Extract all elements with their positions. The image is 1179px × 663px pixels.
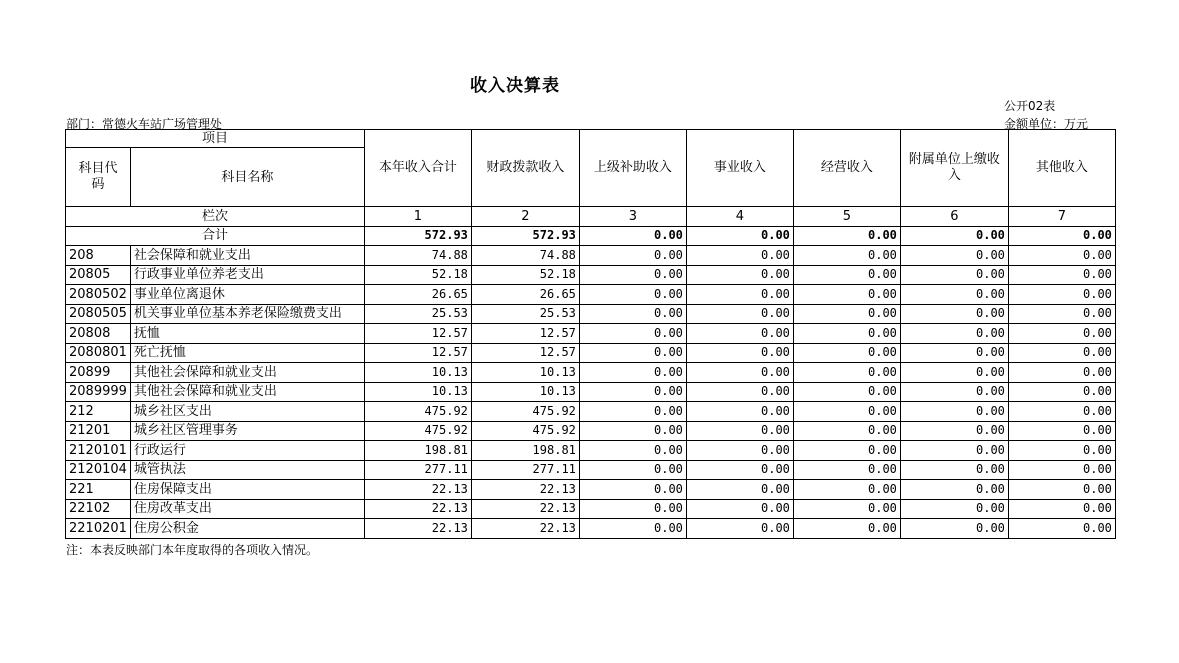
table-row xyxy=(66,441,1116,461)
row-value: 0.00 xyxy=(579,343,686,363)
row-value: 0.00 xyxy=(900,382,1008,402)
row-code: 21201 xyxy=(66,421,131,441)
row-value: 0.00 xyxy=(900,460,1008,480)
row-code: 2089999 xyxy=(66,382,131,402)
row-value: 0.00 xyxy=(579,441,686,461)
row-value: 0.00 xyxy=(686,265,793,285)
row-value: 0.00 xyxy=(1008,363,1115,383)
row-value: 0.00 xyxy=(686,324,793,344)
col-number: 6 xyxy=(900,207,1008,227)
total-value: 0.00 xyxy=(793,226,900,246)
row-value: 74.88 xyxy=(471,246,579,266)
row-code: 212 xyxy=(66,402,131,422)
row-code: 2210201 xyxy=(66,519,131,539)
table-row xyxy=(66,421,1116,441)
row-value: 0.00 xyxy=(579,480,686,500)
row-code: 20805 xyxy=(66,265,131,285)
table-row xyxy=(66,265,1116,285)
row-value: 0.00 xyxy=(579,324,686,344)
table-row xyxy=(66,324,1116,344)
row-value: 0.00 xyxy=(900,304,1008,324)
row-value: 475.92 xyxy=(364,421,471,441)
header-name: 科目名称 xyxy=(130,148,364,207)
table-row xyxy=(66,382,1116,402)
row-name: 其他社会保障和就业支出 xyxy=(130,382,364,402)
row-value: 0.00 xyxy=(1008,421,1115,441)
table-row xyxy=(66,304,1116,324)
row-code: 20899 xyxy=(66,363,131,383)
header-row-1 xyxy=(66,130,1116,148)
row-value: 0.00 xyxy=(900,343,1008,363)
row-code: 2080505 xyxy=(66,304,131,324)
column-number-row xyxy=(66,207,1116,227)
table-row xyxy=(66,402,1116,422)
row-code: 2120104 xyxy=(66,460,131,480)
row-value: 10.13 xyxy=(471,382,579,402)
row-value: 22.13 xyxy=(364,480,471,500)
row-value: 475.92 xyxy=(471,402,579,422)
header-col-1: 本年收入合计 xyxy=(364,130,471,207)
department-label: 部门：常德火车站广场管理处 xyxy=(66,117,223,131)
row-name: 死亡抚恤 xyxy=(130,343,364,363)
table-row xyxy=(66,460,1116,480)
row-value: 0.00 xyxy=(1008,382,1115,402)
row-name: 住房改革支出 xyxy=(130,499,364,519)
row-value: 0.00 xyxy=(900,363,1008,383)
row-value: 0.00 xyxy=(793,421,900,441)
row-value: 0.00 xyxy=(900,246,1008,266)
header-code: 科目代码 xyxy=(66,148,131,207)
row-value: 12.57 xyxy=(364,343,471,363)
row-value: 0.00 xyxy=(1008,246,1115,266)
row-value: 0.00 xyxy=(579,421,686,441)
col-number: 2 xyxy=(471,207,579,227)
header-col-5: 经营收入 xyxy=(793,130,900,207)
row-value: 0.00 xyxy=(793,402,900,422)
row-name: 城乡社区支出 xyxy=(130,402,364,422)
row-value: 0.00 xyxy=(1008,499,1115,519)
col-number: 1 xyxy=(364,207,471,227)
row-value: 0.00 xyxy=(686,480,793,500)
form-number: 公开02表 xyxy=(1004,99,1056,113)
row-value: 0.00 xyxy=(686,441,793,461)
row-code: 20808 xyxy=(66,324,131,344)
row-value: 0.00 xyxy=(1008,402,1115,422)
row-value: 475.92 xyxy=(364,402,471,422)
row-value: 26.65 xyxy=(471,285,579,305)
row-value: 25.53 xyxy=(364,304,471,324)
header-col-3: 上级补助收入 xyxy=(579,130,686,207)
row-name: 城管执法 xyxy=(130,460,364,480)
row-code: 208 xyxy=(66,246,131,266)
row-value: 0.00 xyxy=(579,265,686,285)
row-value: 0.00 xyxy=(793,285,900,305)
row-value: 0.00 xyxy=(686,421,793,441)
row-value: 475.92 xyxy=(471,421,579,441)
table-row xyxy=(66,519,1116,539)
row-value: 0.00 xyxy=(1008,343,1115,363)
row-value: 0.00 xyxy=(686,460,793,480)
col-number: 7 xyxy=(1008,207,1115,227)
row-value: 0.00 xyxy=(579,402,686,422)
row-value: 0.00 xyxy=(579,363,686,383)
row-value: 26.65 xyxy=(364,285,471,305)
row-name: 其他社会保障和就业支出 xyxy=(130,363,364,383)
row-name: 行政事业单位养老支出 xyxy=(130,265,364,285)
row-value: 0.00 xyxy=(900,480,1008,500)
row-value: 277.11 xyxy=(471,460,579,480)
row-value: 0.00 xyxy=(686,402,793,422)
row-value: 0.00 xyxy=(900,519,1008,539)
row-value: 0.00 xyxy=(793,343,900,363)
total-value: 0.00 xyxy=(1008,226,1115,246)
row-name: 城乡社区管理事务 xyxy=(130,421,364,441)
row-name: 住房保障支出 xyxy=(130,480,364,500)
header-col-2: 财政拨款收入 xyxy=(471,130,579,207)
row-value: 0.00 xyxy=(579,519,686,539)
row-value: 25.53 xyxy=(471,304,579,324)
page-title: 收入决算表 xyxy=(470,76,560,96)
row-value: 0.00 xyxy=(1008,265,1115,285)
row-name: 事业单位离退休 xyxy=(130,285,364,305)
row-value: 0.00 xyxy=(793,460,900,480)
row-value: 12.57 xyxy=(364,324,471,344)
row-name: 社会保障和就业支出 xyxy=(130,246,364,266)
col-number: 3 xyxy=(579,207,686,227)
row-value: 0.00 xyxy=(793,246,900,266)
row-label: 栏次 xyxy=(66,207,365,227)
row-value: 10.13 xyxy=(471,363,579,383)
row-value: 0.00 xyxy=(1008,480,1115,500)
row-value: 0.00 xyxy=(793,519,900,539)
row-value: 198.81 xyxy=(364,441,471,461)
row-value: 52.18 xyxy=(364,265,471,285)
row-name: 住房公积金 xyxy=(130,519,364,539)
row-value: 0.00 xyxy=(686,246,793,266)
col-number: 5 xyxy=(793,207,900,227)
row-value: 0.00 xyxy=(686,382,793,402)
row-value: 0.00 xyxy=(900,265,1008,285)
row-value: 0.00 xyxy=(686,363,793,383)
row-value: 0.00 xyxy=(793,441,900,461)
row-code: 2080801 xyxy=(66,343,131,363)
row-value: 0.00 xyxy=(793,363,900,383)
row-value: 0.00 xyxy=(793,324,900,344)
table-row xyxy=(66,499,1116,519)
row-value: 22.13 xyxy=(471,480,579,500)
row-value: 0.00 xyxy=(900,402,1008,422)
row-value: 0.00 xyxy=(1008,304,1115,324)
total-value: 0.00 xyxy=(900,226,1008,246)
row-value: 22.13 xyxy=(364,519,471,539)
row-value: 0.00 xyxy=(1008,441,1115,461)
row-value: 0.00 xyxy=(793,382,900,402)
row-value: 0.00 xyxy=(1008,324,1115,344)
row-value: 22.13 xyxy=(364,499,471,519)
row-name: 抚恤 xyxy=(130,324,364,344)
income-table xyxy=(65,129,1116,539)
row-value: 0.00 xyxy=(900,441,1008,461)
row-name: 机关事业单位基本养老保险缴费支出 xyxy=(130,304,364,324)
row-value: 10.13 xyxy=(364,382,471,402)
total-row xyxy=(66,226,1116,246)
row-value: 0.00 xyxy=(900,324,1008,344)
row-value: 12.57 xyxy=(471,324,579,344)
row-value: 12.57 xyxy=(471,343,579,363)
row-value: 198.81 xyxy=(471,441,579,461)
table-row xyxy=(66,343,1116,363)
row-value: 0.00 xyxy=(793,480,900,500)
row-value: 0.00 xyxy=(579,460,686,480)
row-value: 0.00 xyxy=(1008,460,1115,480)
header-item: 项目 xyxy=(66,130,365,148)
footnote: 注：本表反映部门本年度取得的各项收入情况。 xyxy=(66,543,319,557)
table-row xyxy=(66,363,1116,383)
row-code: 22102 xyxy=(66,499,131,519)
row-code: 2120101 xyxy=(66,441,131,461)
row-value: 0.00 xyxy=(793,304,900,324)
unit-label: 金额单位：万元 xyxy=(1004,117,1089,131)
row-value: 0.00 xyxy=(1008,285,1115,305)
table-row xyxy=(66,285,1116,305)
row-name: 行政运行 xyxy=(130,441,364,461)
row-value: 0.00 xyxy=(579,246,686,266)
row-value: 0.00 xyxy=(579,285,686,305)
row-value: 0.00 xyxy=(900,421,1008,441)
total-value: 572.93 xyxy=(364,226,471,246)
row-value: 0.00 xyxy=(579,499,686,519)
row-value: 22.13 xyxy=(471,499,579,519)
row-value: 0.00 xyxy=(1008,519,1115,539)
row-value: 0.00 xyxy=(793,265,900,285)
row-value: 0.00 xyxy=(686,499,793,519)
row-value: 0.00 xyxy=(579,382,686,402)
table-row xyxy=(66,246,1116,266)
row-value: 0.00 xyxy=(686,304,793,324)
row-value: 22.13 xyxy=(471,519,579,539)
total-value: 0.00 xyxy=(686,226,793,246)
row-value: 0.00 xyxy=(686,285,793,305)
row-value: 10.13 xyxy=(364,363,471,383)
header-col-7: 其他收入 xyxy=(1008,130,1115,207)
row-code: 221 xyxy=(66,480,131,500)
row-value: 277.11 xyxy=(364,460,471,480)
row-value: 74.88 xyxy=(364,246,471,266)
row-value: 52.18 xyxy=(471,265,579,285)
total-value: 572.93 xyxy=(471,226,579,246)
row-code: 2080502 xyxy=(66,285,131,305)
row-value: 0.00 xyxy=(686,519,793,539)
row-value: 0.00 xyxy=(686,343,793,363)
row-value: 0.00 xyxy=(579,304,686,324)
table-row xyxy=(66,480,1116,500)
row-value: 0.00 xyxy=(900,285,1008,305)
col-number: 4 xyxy=(686,207,793,227)
total-value: 0.00 xyxy=(579,226,686,246)
total-label: 合计 xyxy=(66,226,365,246)
row-value: 0.00 xyxy=(900,499,1008,519)
header-col-4: 事业收入 xyxy=(686,130,793,207)
header-col-6: 附属单位上缴收入 xyxy=(900,130,1008,207)
row-value: 0.00 xyxy=(793,499,900,519)
